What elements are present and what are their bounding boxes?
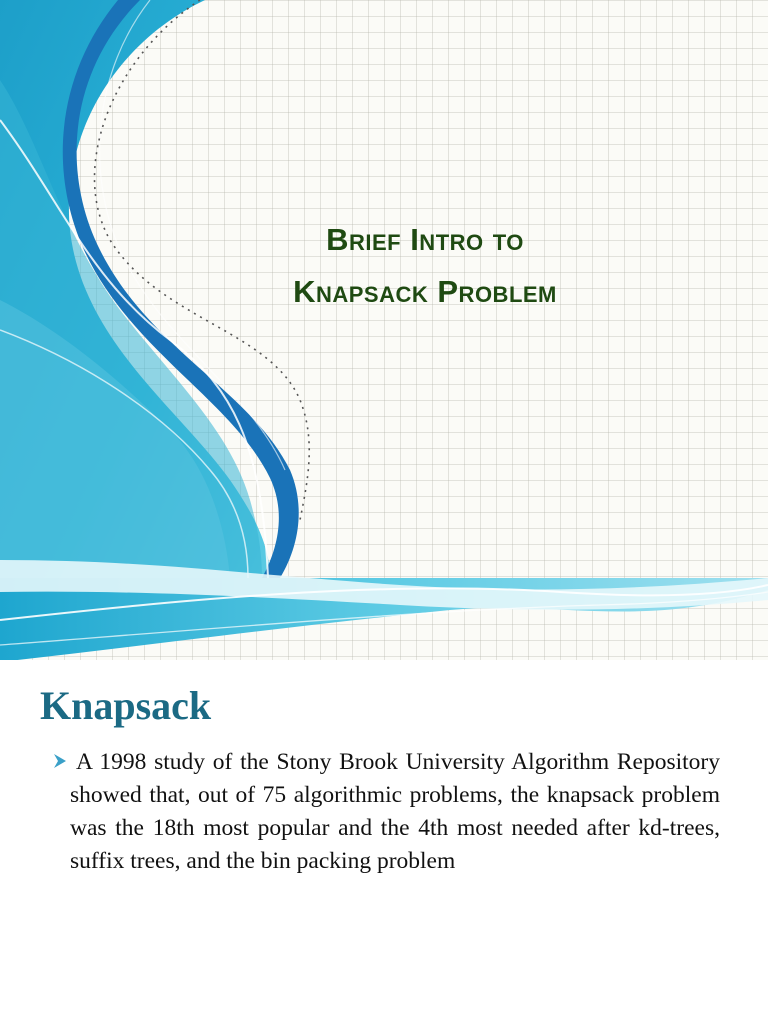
- slide-heading: Knapsack: [40, 683, 212, 728]
- title-line-2: Knapsack Problem: [293, 274, 557, 309]
- bullet-text: A 1998 study of the Stony Brook University Algorithm Repository showed that, out of 75 algorithmic problems, the knapsack problem was the 18th most popular and the 4th most needed after kd-trees, suffix trees, and the bin packing problem: [70, 749, 720, 874]
- bullet-item: [52, 746, 720, 878]
- slide-title: [200, 214, 650, 318]
- arrow-bullet-icon: [52, 752, 68, 770]
- title-line-1: Brief Intro to: [326, 222, 524, 257]
- content-slide: [0, 660, 768, 1024]
